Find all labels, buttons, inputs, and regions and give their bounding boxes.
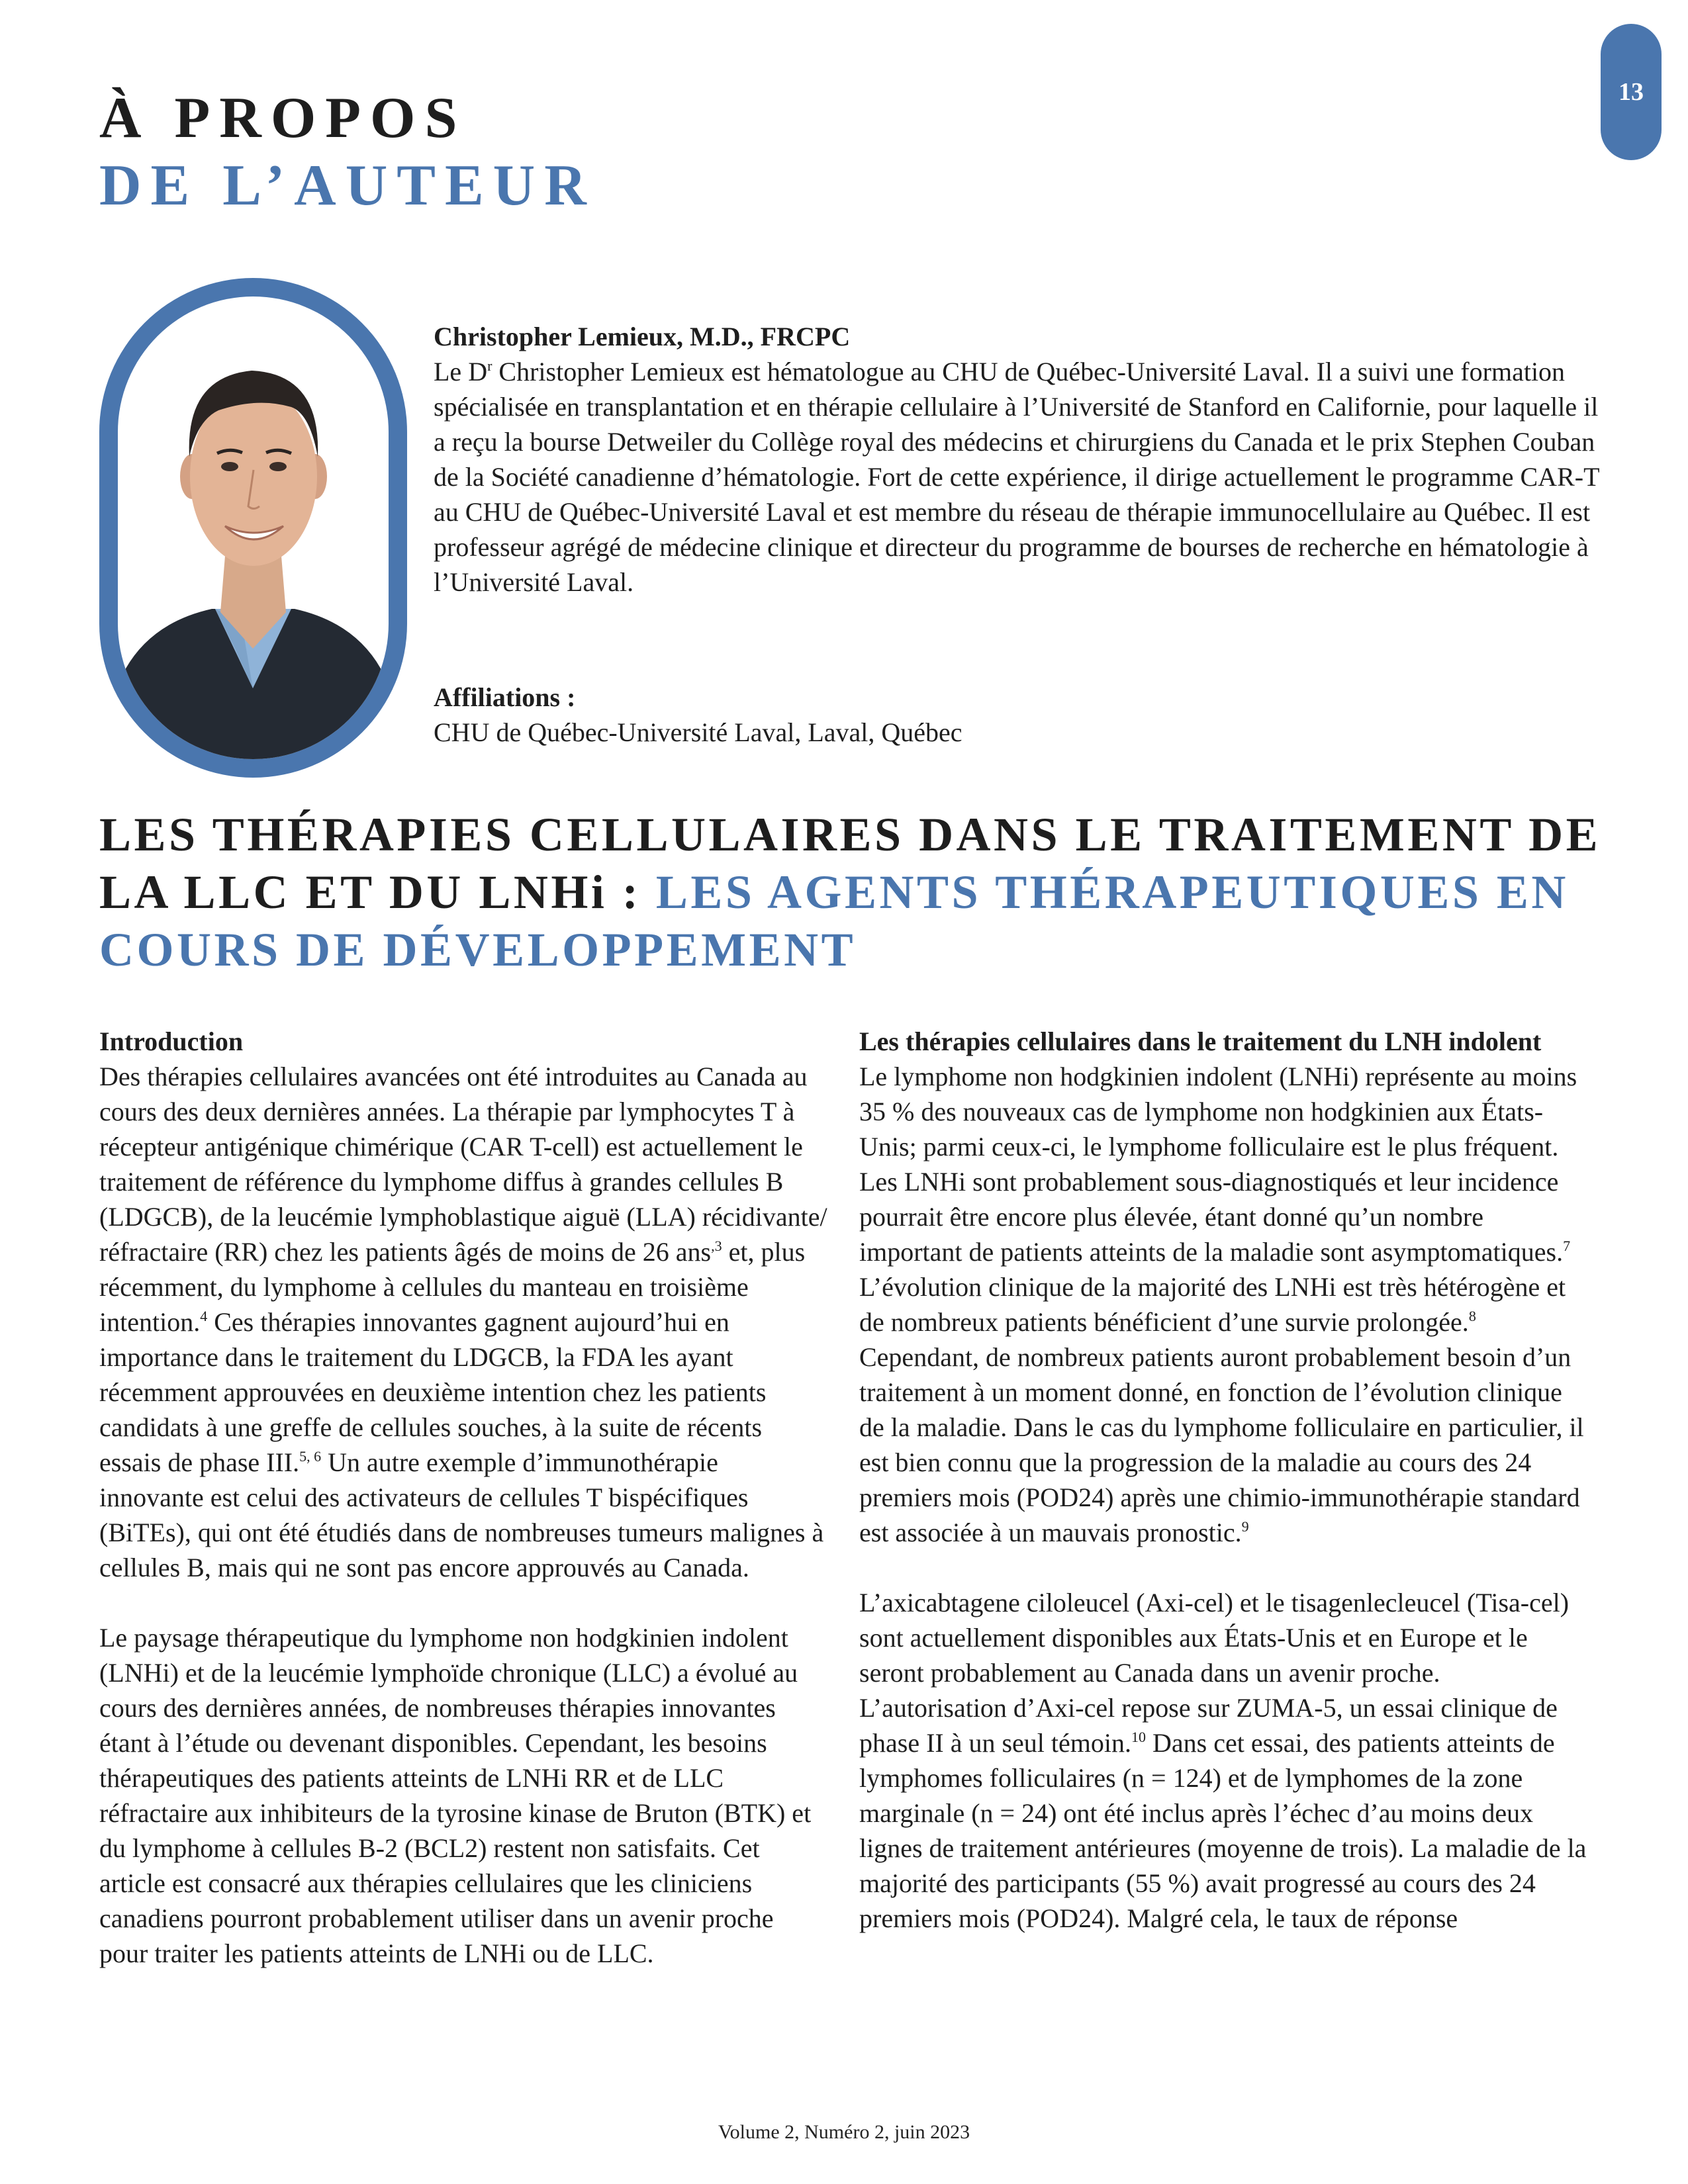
lnh-paragraph-1 bbox=[859, 1059, 1587, 1550]
column-right bbox=[859, 1024, 1587, 1936]
lnh-p2-text-b: Dans cet essai, des patients atteints de lymphomes folliculaires (n = 124) et de lymphomes de la zone marginale (n = 24) ont été inclus après l’échec d’au moins deux lignes de traitement antérieures (moyenne de trois). La maladie de la majorité des participants (55 %) avait progressé au cours des 24 premiers mois (POD24). Malgré cela, le taux de réponse bbox=[859, 1728, 1587, 1933]
intro-heading: Introduction bbox=[99, 1026, 244, 1056]
page-number-badge bbox=[1601, 24, 1662, 160]
intro-paragraph-1 bbox=[99, 1059, 827, 1585]
lnh-p1-text-b: L’évolution clinique de la majorité des LNHi est très hétérogène et de nombreux patients bénéficient d’une survie prolongée. bbox=[859, 1272, 1566, 1337]
author-bio bbox=[434, 319, 1612, 600]
reference-marker: 8 bbox=[1468, 1308, 1476, 1324]
intro-p1-text-b: et, plus récemment, du lymphome à cellules du manteau en troisième intention. bbox=[99, 1237, 806, 1337]
article-title bbox=[99, 806, 1622, 979]
intro-p1-text-d: Un autre exemple d’immunothérapie innovante est celui des activateurs de cellules T bispécifiques (BiTEs), qui ont été étudiés dans de nombreuses tumeurs malignes à cellules B, mais qui ne sont pas encore approuvés au Canada. bbox=[99, 1447, 824, 1582]
intro-p1-text-a: Des thérapies cellulaires avancées ont été introduites au Canada au cours des deux dernières années. La thérapie par lymphocytes T à récepteur antigénique chimérique (CAR T-cell) est actuellement le traitement de référence du lymphome diffus à grandes cellules B (LDGCB), de la leucémie lymphoblastique aiguë (LLA) récidivante/ réfractaire (RR) chez les patients âgés de moins de 26 ans bbox=[99, 1062, 827, 1267]
lnh-heading: Les thérapies cellulaires dans le traitement du LNH indolent bbox=[859, 1026, 1542, 1056]
page-number: 13 bbox=[1618, 78, 1644, 106]
bio-body: Christopher Lemieux est hématologue au CHU de Québec-Université Laval. Il a suivi une formation spécialisée en transplantation et en thérapie cellulaire à l’Université de Stanford en Californie, pour laquelle il a reçu la bourse Detweiler du Collège royal des médecins et chirurgiens du Canada et le prix Stephen Couban de la Société canadienne d’hématologie. Fort de cette expérience, il dirige actuellement le programme CAR-T au CHU de Québec-Université Laval et est membre du réseau de thérapie immunocellulaire au Québec. Il est professeur agrégé de médecine clinique et directeur du programme de bourses de recherche en hématologie à l’Université Laval. bbox=[434, 357, 1599, 597]
author-photo bbox=[99, 278, 407, 778]
intro-p1-text-c: Ces thérapies innovantes gagnent aujourd’hui en importance dans le traitement du LDGCB, la FDA les ayant récemment approuvées en deuxième intention chez les patients candidats à une greffe de cellules souches, à la suite de récents essais de phase III. bbox=[99, 1307, 767, 1477]
reference-marker: 5, 6 bbox=[299, 1448, 322, 1465]
intro-paragraph-2: Le paysage thérapeutique du lymphome non hodgkinien indolent (LNHi) et de la leucémie lymphoïde chronique (LLC) a évolué au cours des dernières années, de nombreuses thérapies innovantes étant à l’étude ou devenant disponibles. Cependant, les besoins thérapeutiques des patients atteints de LNHi RR et de LLC réfractaire aux inhibiteurs de la tyrosine kinase de Bruton (BTK) et du lymphome à cellules B-2 (BCL2) restent non satisfaits. Cet article est consacré aux thérapies cellulaires que les cliniciens canadiens pourront probablement utiliser dans un avenir proche pour traiter les patients atteints de LNHi ou de LLC. bbox=[99, 1623, 812, 1968]
column-left bbox=[99, 1024, 827, 1971]
author-name: Christopher Lemieux, M.D., FRCPC bbox=[434, 322, 851, 351]
article-title-main: LES THÉRAPIES CELLULAIRES DANS LE TRAITEMENT DE LA LLC ET DU LNHi : bbox=[99, 808, 1601, 919]
bio-prefix: Le D bbox=[434, 357, 488, 387]
lnh-p1-text-c: Cependant, de nombreux patients auront probablement besoin d’un traitement à un moment donné, en fonction de l’évolution clinique de la maladie. Dans le cas du lymphome folliculaire en particulier, il est bien connu que la progression de la maladie au cours des 24 premiers mois (POD24) après une chimio-immunothérapie standard est associée à un mauvais pronostic. bbox=[859, 1342, 1584, 1547]
section-title bbox=[99, 85, 596, 220]
affiliations-block bbox=[434, 680, 1612, 750]
reference-marker: 7 bbox=[1563, 1238, 1571, 1254]
reference-marker: ,3 bbox=[711, 1238, 722, 1254]
bio-superscript: r bbox=[487, 357, 492, 374]
reference-marker: 10 bbox=[1131, 1729, 1146, 1745]
article-title-subtitle: LES AGENTS THÉRAPEUTIQUES EN COURS DE DÉVELOPPEMENT bbox=[99, 866, 1569, 976]
lnh-p2-text-a: L’axicabtagene ciloleucel (Axi-cel) et le tisagenlecleucel (Tisa-cel) sont actuellement disponibles aux États-Unis et en Europe et le seront probablement au Canada dans un avenir proche. L’autorisation d’Axi-cel repose sur ZUMA-5, un essai clinique de phase II à un seul témoin. bbox=[859, 1588, 1570, 1758]
lnh-p1-text-a: Le lymphome non hodgkinien indolent (LNHi) représente au moins 35 % des nouveaux cas de lymphome non hodgkinien aux États-Unis; parmi ceux-ci, le lymphome folliculaire est le plus fréquent. Les LNHi sont probablement sous-diagnostiqués et leur incidence pourrait être encore plus élevée, étant donné qu’un nombre important de patients atteints de la maladie sont asymptomatiques. bbox=[859, 1062, 1577, 1267]
reference-marker: 4 bbox=[200, 1308, 208, 1324]
section-title-line2: DE L’AUTEUR bbox=[99, 154, 596, 218]
page-footer: Volume 2, Numéro 2, juin 2023 bbox=[718, 2121, 970, 2143]
author-bio-text bbox=[434, 354, 1612, 600]
reference-marker: 9 bbox=[1241, 1518, 1249, 1535]
affiliations-text: CHU de Québec-Université Laval, Laval, Québec bbox=[434, 717, 962, 747]
affiliations-label: Affiliations : bbox=[434, 682, 576, 712]
section-title-line1: À PROPOS bbox=[99, 86, 467, 150]
lnh-paragraph-2 bbox=[859, 1585, 1587, 1936]
